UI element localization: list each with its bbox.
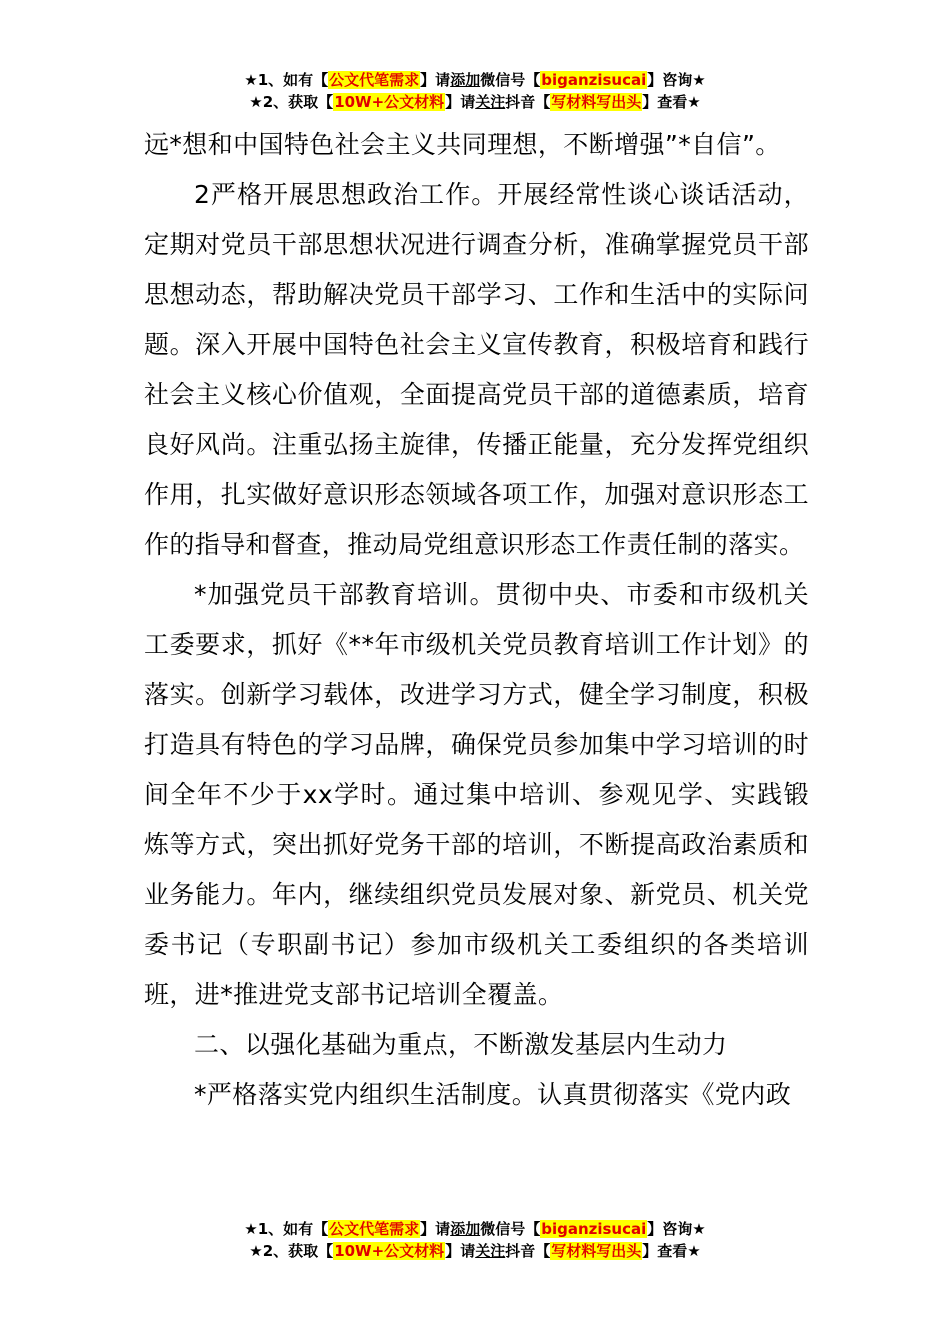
banner-line-1-middle-2: 微信号【 [480,71,541,89]
banner-line-1 [0,69,950,91]
bottom-banner-line-1-middle: 】请 [420,1220,451,1238]
bottom-banner-line-1 [0,1218,950,1240]
paragraph-organization-life: *严格落实党内组织生活制度。认真贯彻落实《党内政 [194,1080,792,1109]
paragraph-political-work: 2严格开展思想政治工作。开展经常性谈心谈话活动，定期对党员干部思想状况进行调查分析，准确掌握党员干部思想动态，帮助解决党员干部学习、工作和生活中的实际问题。深入开展中国特色社会主义宣传教育，积极培育和践行社会主义核心价值观，全面提高党员干部的道德素质，培育良好风尚。注重弘扬主旋律，传播正能量，充分发挥党组织作用，扎实做好意识形态领域各项工作，加强对意识形态工作的指导和督查，推动局党组意识形态工作责任制的落实。 [144,180,809,559]
bottom-banner-highlight-douyin-id: 写材料写出头 [551,1242,642,1260]
bottom-banner-highlight-ghostwriting: 公文代笔需求 [329,1220,420,1238]
top-banner [0,69,950,113]
bottom-banner-line-2-middle: 】请 [445,1242,476,1260]
banner-highlight-materials: 10W+公文材料 [334,93,445,111]
banner-line-2-emph: 关注 [475,93,506,111]
bottom-banner-line-1-prefix: ★1、如有【 [244,1220,329,1238]
bottom-banner-line-1-emph: 添加 [450,1220,481,1238]
banner-line-2 [0,91,950,113]
bottom-banner-line-2-emph: 关注 [475,1242,506,1260]
banner-highlight-ghostwriting: 公文代笔需求 [329,71,420,89]
banner-line-2-suffix: 】查看★ [642,93,701,111]
bottom-banner-line-2-suffix: 】查看★ [642,1242,701,1260]
banner-line-1-middle: 】请 [420,71,451,89]
bottom-banner-line-1-suffix: 】咨询★ [647,1220,706,1238]
bottom-banner-line-2-prefix: ★2、获取【 [249,1242,334,1260]
banner-line-2-middle-2: 抖音【 [505,93,551,111]
bottom-banner-highlight-materials: 10W+公文材料 [334,1242,445,1260]
bottom-banner-line-1-middle-2: 微信号【 [480,1220,541,1238]
bottom-banner-line-2 [0,1240,950,1262]
paragraph-continuation: 远*想和中国特色社会主义共同理想，不断增强”*自信”。 [144,130,781,159]
banner-line-2-prefix: ★2、获取【 [249,93,334,111]
banner-line-1-prefix: ★1、如有【 [244,71,329,89]
banner-line-1-suffix: 】咨询★ [647,71,706,89]
banner-line-1-emph: 添加 [450,71,481,89]
banner-highlight-wechat-id: biganzisucai [541,71,647,89]
bottom-banner [0,1218,950,1262]
banner-highlight-douyin-id: 写材料写出头 [551,93,642,111]
section-heading: 二、以强化基础为重点，不断激发基层内生动力 [194,1030,728,1059]
banner-line-2-middle: 】请 [445,93,476,111]
bottom-banner-highlight-wechat-id: biganzisucai [541,1220,647,1238]
document-body [144,120,809,1120]
paragraph-education-training: *加强党员干部教育培训。贯彻中央、市委和市级机关工委要求，抓好《**年市级机关党员教育培训工作计划》的落实。创新学习载体，改进学习方式，健全学习制度，积极打造具有特色的学习品牌，确保党员参加集中学习培训的时间全年不少于xx学时。通过集中培训、参观见学、实践锻炼等方式，突出抓好党务干部的培训，不断提高政治素质和业务能力。年内，继续组织党员发展对象、新党员、机关党委书记（专职副书记）参加市级机关工委组织的各类培训班，进*推进党支部书记培训全覆盖。 [144,580,809,1009]
bottom-banner-line-2-middle-2: 抖音【 [505,1242,551,1260]
